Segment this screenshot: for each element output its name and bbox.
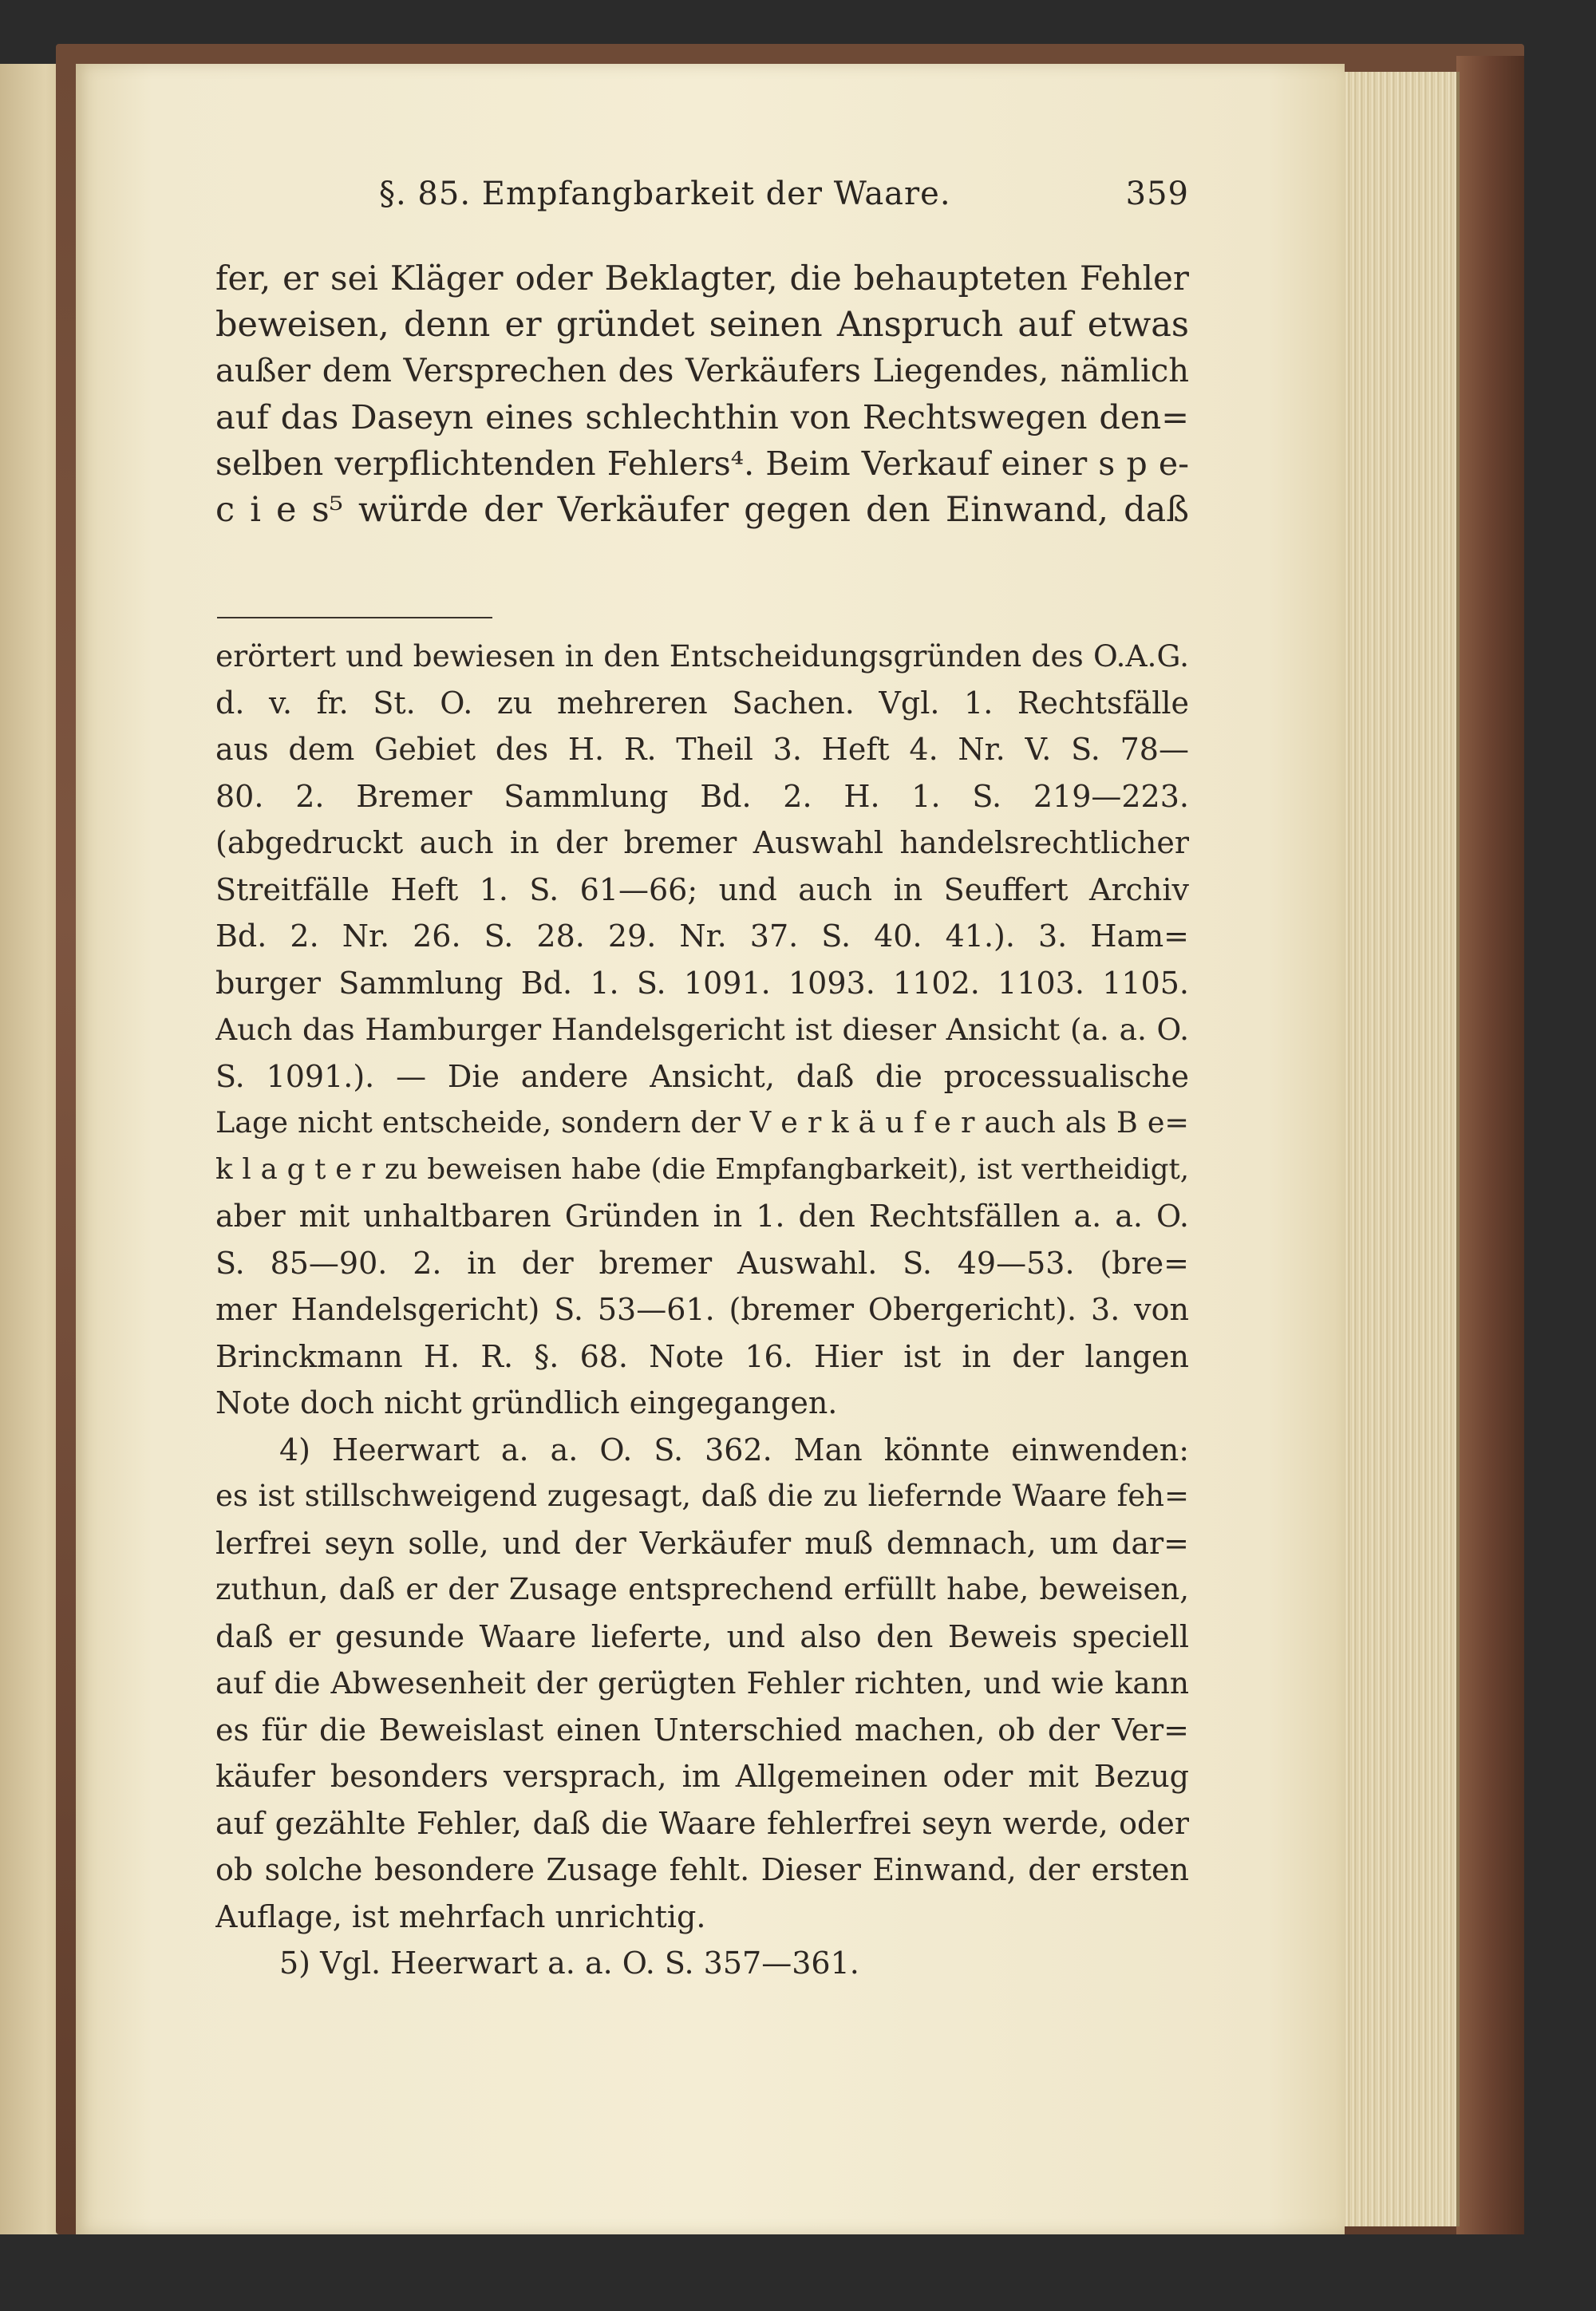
main-text (215, 255, 1189, 533)
footnote-line: zuthun, daß er der Zusage entsprechend erfüllt habe, beweisen, (215, 1572, 1189, 1606)
footnote-line: ob solche besondere Zusage fehlt. Dieser Einwand, der ersten (215, 1852, 1189, 1887)
footnote-line: S. 85—90. 2. in der bremer Auswahl. S. 49—53. (bre= (215, 1245, 1189, 1281)
text-line: beweisen, denn er gründet seinen Anspruch auf etwas (215, 305, 1189, 345)
book-binding (1456, 56, 1524, 2234)
footnote-4-start: 4) Heerwart a. a. O. S. 362. Man könnte einwenden: (279, 1432, 1189, 1468)
text-line: selben verpflichtenden Fehlers⁴. Beim Verkauf einer s p e- (215, 444, 1189, 483)
text-line: außer dem Versprechen des Verkäufers Liegendes, nämlich (215, 353, 1189, 389)
footnote-line: Auch das Hamburger Handelsgericht ist dieser Ansicht (a. a. O. (215, 1012, 1189, 1047)
footnote-line: k l a g t e r zu beweisen habe (die Empfangbarkeit), ist vertheidigt, (215, 1152, 1189, 1186)
footnote-line: (abgedruckt auch in der bremer Auswahl handelsrechtlicher (215, 825, 1189, 860)
footnote-line: Streitfälle Heft 1. S. 61—66; und auch in Seuffert Archiv (215, 871, 1189, 907)
footnote-line: auf gezählte Fehler, daß die Waare fehlerfrei seyn werde, oder (215, 1805, 1189, 1841)
text-line: c i e s⁵ würde der Verkäufer gegen den Einwand, daß (215, 490, 1189, 530)
footnote-line: Brinckmann H. R. §. 68. Note 16. Hier ist in der langen (215, 1338, 1189, 1374)
page-block-edges (1345, 72, 1460, 2226)
footnote-line: es für die Beweislast einen Unterschied machen, ob der Ver= (215, 1712, 1189, 1748)
footnote-line: Note doch nicht gründlich eingegangen. (215, 1385, 838, 1420)
footnote-line: d. v. fr. St. O. zu mehreren Sachen. Vgl. 1. Rechtsfälle (215, 685, 1189, 721)
footnote-line: käufer besonders versprach, im Allgemeinen oder mit Bezug (215, 1759, 1189, 1794)
text-line: fer, er sei Kläger oder Beklagter, die behaupteten Fehler (215, 259, 1189, 298)
footnote-line: S. 1091.). — Die andere Ansicht, daß die processualische (215, 1058, 1189, 1094)
footnote-line: Bd. 2. Nr. 26. S. 28. 29. Nr. 37. S. 40. 41.). 3. Ham= (215, 918, 1189, 954)
footnote-line: aber mit unhaltbaren Gründen in 1. den Rechtsfällen a. a. O. (215, 1199, 1189, 1234)
running-header (215, 176, 1189, 223)
page-number: 359 (1125, 176, 1189, 212)
footnote-line: burger Sammlung Bd. 1. S. 1091. 1093. 1102. 1103. 1105. (215, 965, 1189, 1001)
footnote-line: aus dem Gebiet des H. R. Theil 3. Heft 4. Nr. V. S. 78— (215, 732, 1189, 767)
footnote-line: daß er gesunde Waare lieferte, und also den Beweis speciell (215, 1618, 1189, 1654)
text-line: auf das Daseyn eines schlechthin von Rechtswegen den= (215, 397, 1189, 437)
footnote-line: es ist stillschweigend zugesagt, daß die zu liefernde Waare feh= (215, 1479, 1189, 1513)
footnote-line: auf die Abwesenheit der gerügten Fehler richten, und wie kann (215, 1665, 1189, 1701)
section-title: §. 85. Empfangbarkeit der Waare. (379, 176, 951, 212)
footnote-line: Lage nicht entscheide, sondern der V e r k ä u f e r auch als B e= (215, 1105, 1189, 1140)
footnote-line: mer Handelsgericht) S. 53—61. (bremer Obergericht). 3. von (215, 1292, 1189, 1327)
footnotes (215, 633, 1189, 1987)
footnote-line: erörtert und bewiesen in den Entscheidungsgründen des O.A.G. (215, 638, 1189, 674)
footnote-separator (217, 617, 492, 618)
footnote-line: 80. 2. Bremer Sammlung Bd. 2. H. 1. S. 219—223. (215, 778, 1189, 814)
footnote-5: 5) Vgl. Heerwart a. a. O. S. 357—361. (279, 1946, 859, 1981)
footnote-line: Auflage, ist mehrfach unrichtig. (215, 1898, 706, 1934)
footnote-line: lerfrei seyn solle, und der Verkäufer muß demnach, um dar= (215, 1525, 1189, 1561)
